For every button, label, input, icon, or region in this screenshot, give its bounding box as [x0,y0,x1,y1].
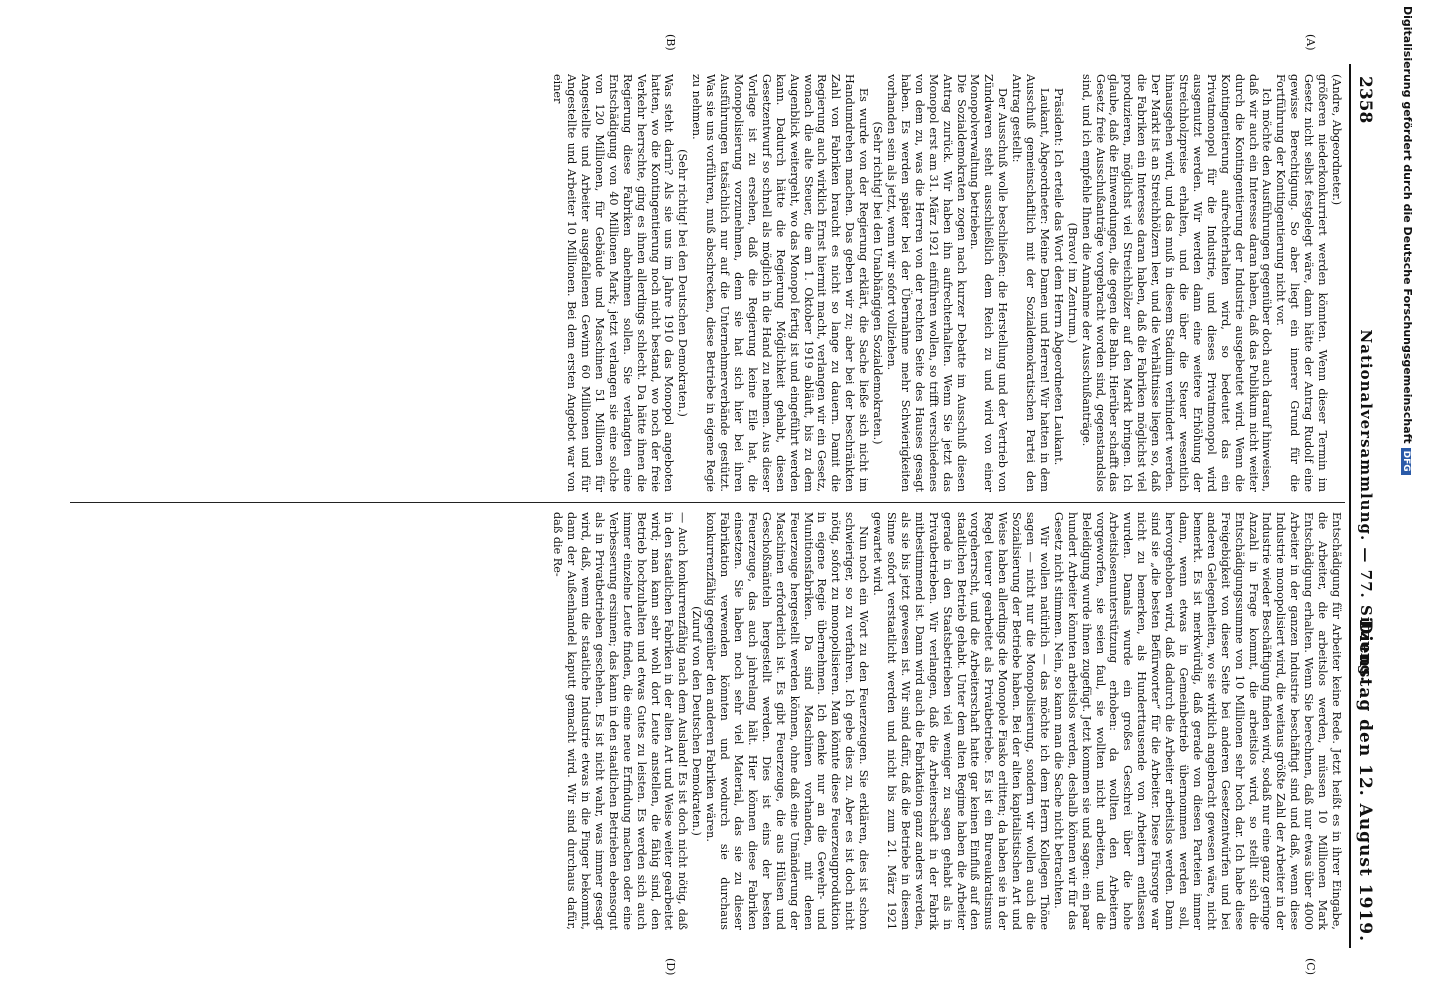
right-column [73,512,1343,930]
margin-letter-b: (B) [664,34,677,51]
margin-letter-d: (D) [664,958,677,976]
paragraph: Die Sozialdemokraten zogen nach kurzer Debatte im Ausschuß diesen Antrag zurück. Wir haben ihn aufrechterhalten. Wenn Sie jetzt das Monopol erst am 31. März 1921 einführen wollen, so trifft verschiedenes von dem zu, was die Herren von der rechten Seite des Hauses gesagt haben. Es werden später bei der Übernahme mehr Schwierigkeiten vorhanden sein als jetzt, wenn wir sofort vollziehen. [885,74,968,492]
column-divider [70,502,1345,503]
paragraph: Wir wollen natürlich — das möchte ich dem Herrn Kollegen Thöne sagen — nicht nur die Monopolisierung, sondern wir wollen auch die Sozialisierung der Betriebe haben. Bei der alten kapitalistischen Art und Weise haben allerdings die Monopole Fiasko erlitten; da haben sie in der Regel teurer gearbeitet als Privatbetriebe. Es ist ein Bureaukratismus vorgeherrscht, und die Arbeiterschaft hatte gar keinen Einfluß auf den staatlichen Betrieb gehabt. Unter dem alten Regime haben die Arbeiter gerade in den Staatsbetrieben viel weniger zu sagen gehabt als in Privatbetrieben. Wir verlangen, daß die Arbeiterschaft in der Fabrik mitbestimmend ist. Dann wird auch die Fabrikation ganz anders werden, als sie bis jetzt gewesen ist. Wir sind dafür, daß die Betriebe in diesem Sinne sofort verstaatlicht werden und nicht bis zum 21. März 1921 gewartet wird. [871,512,1051,930]
digitization-caption [1398,6,1414,826]
page-number: 2358 [1355,76,1375,124]
paragraph: (Andre, Abgeordneter.) [1330,74,1343,206]
paragraph: Ich möchte den Ausführungen gegenüber doch auch darauf hinweisen, daß wir auch ein Interesse daran haben, daß das Publikum nicht weiter durch die Kontingentierung der Industrie ausgebeutet wird. Wenn die Kontingentierung aufrechterhalten wird, so bedeutet das ein Privatmonopol für die Industrie, und dieses Privatmonopol wird ausgenutzt werden. Wir werden dann eine weitere Erhöhung der Streichholzpreise erhalten, und die über die Steuer wesentlich hinausgehen wird, und das muß in diesem Stadium verhindert werden. Der Markt ist an Streichhölzern leer, und die Verhältnisse liegen so, daß die Fabriken ein Interesse daran haben, daß die Fabriken möglichst viel produzieren, möglichst viel Streichhölzer auf den Markt bringen. Ich glaube, daß die Einwendungen, die gegen die Bahn. Hierüber schafft das Gesetz freie Ausschußanträge vorgebracht worden sind, gegenstandslos sind, und ich empfehle Ihnen die Annahme der Ausschußanträge. [1079,74,1274,492]
dfg-logo: DFG [1401,448,1411,475]
left-column [73,74,1343,492]
paragraph: Nun noch ein Wort zu den Feuerzeugen. Sie erklären, dies ist schon schwieriger, so zu verfahren. Ich gebe dies zu. Aber es ist doch nicht nötig, sofort zu monopolisieren. Man könnte diese Feuerzeugproduktion in eigene Regie übernehmen. Ich denke nur an die Gewehr- und Munitionsfabriken. Da sind Maschinen vorhanden, mit denen Feuerzeuge hergestellt werden können, ohne daß eine Umänderung der Maschinen erforderlich ist. Es gibt Feuerzeuge, die aus Hülsen und Geschoßmänteln hergestellt werden. Dies ist eins der besten Feuerzeuge, das auch jahrelang hält. Hier können diese Fabriken einsetzen. Sie haben noch sehr viel Material, das sie zu dieser Fabrikation verwenden könnten und wodurch sie durchaus konkurrenzfähig gegenüber den anderen Fabriken wären. [704,512,871,930]
paragraph: Laukant, Abgeordneter: Meine Damen und Herren! Wir hatten in dem Ausschuß gemeinschaftlich mit der Sozialdemokratischen Partei den Antrag gestellt: [1010,74,1051,492]
running-header [1349,64,1377,948]
caption-text: Digitalisierung gefördert durch die Deutsche Forschungsgemeinschaft [1401,6,1414,444]
header-date: Dienstag den 12. August 1919. [1355,619,1375,942]
paragraph: Was steht darin? Als sie uns im Jahre 1910 das Monopol angeboten hatten, wo die Kontingentierung noch nicht bestand, wo noch der freie Verkehr herrschte, ging es ihnen allerdings schlecht. Da hätte ihnen die Regierung diese Fabriken abnehmen sollen. Sie verlangten eine Entschädigung von 40 Millionen Mark; jetzt verlangen sie eine solche von 120 Millionen, für Gebäude und Maschinen 51 Millionen für Angestellte und Arbeiter ausgefallenen Gewinn 60 Millionen und für Angestellte und Arbeiter 10 Millionen. Bei dem ersten Angebot war von einer [551,74,676,492]
paragraph: Präsident: Ich erteile das Wort dem Herrn Abgeordneten Laukant. [1051,88,1065,466]
paragraph: Entschädigung für Arbeiter keine Rede. Jetzt heißt es in ihrer Eingabe, die Arbeiter, die arbeitslos werden, müssen 10 Millionen Mark Entschädigung erhalten. Wenn Sie berechnen, daß nur etwas über 4000 Arbeiter in der ganzen Industrie beschäftigt sind und daß, wenn diese Industrie monopolisiert wird, die weitaus größte Zahl der Arbeiter in der Industrie wieder Beschäftigung finden wird, sodaß nur eine ganz geringe Anzahl in Frage kommt, die arbeitslos wird, so stellt sich die Entschädigungssumme von 10 Millionen sehr hoch dar. Ich habe diese Freigebigkeit von dieser Seite bei anderen Gesetzentwürfen und bei anderen Gelegenheiten, wo sie wirklich angebracht gewesen wäre, nicht bemerkt. Es ist merkwürdig, daß gerade von diesen Parteien immer dann, wenn etwas in Gemeinbetrieb übernommen werden soll, hervorgehoben wird, daß dadurch die Arbeiter arbeitslos werden. Dann sind sie „die besten Befürworter“ für die Arbeiter. Diese Fürsorge war nicht zu bemerken, als Hunderttausende von Arbeitern entlassen wurden. Damals wurde ein großes Geschrei über die hohe Arbeitslosenunterstützung erhoben: da wollten den Arbeitern vorgeworfen, sie seien faul, sie wollten nicht arbeiten, und die Beleidigung wurde ihnen zugefügt. Jetzt kommen sie und sagen: ein paar hundert Arbeiter könnten arbeitslos werden, deshalb können wir für das Gesetz nicht stimmen. Nein, so kann man die Sache nicht betrachten. [1051,512,1343,930]
printed-sheet [59,34,1377,976]
paragraph: (Sehr richtig! bei den Deutschen Demokraten.) [676,149,690,417]
paragraph: Der Ausschuß wolle beschließen: die Herstellung und der Vertrieb von Zündwaren steht ausschließlich dem Reich zu und wird von einer Monopolverwaltung betrieben. [968,74,1010,492]
paragraph: Es wurde von der Regierung erklärt, die Sache ließe sich nicht im Handumdrehen machen. Das geben wir zu; aber bei der beschränkten Zahl von Fabriken braucht es nicht so lange zu dauern. Damit die Regierung auch wirklich Ernst hiermit macht, verlangen wir ein Gesetz, wonach die alte Steuer, die am 1. Oktober 1919 abläuft, bis zu dem Augenblick weitergeht, wo das Monopol fertig ist und eingeführt werden kann. Dadurch hätte die Regierung Möglichkeit gehabt, diesen Gesetzentwurf so schnell als möglich in die Hand zu nehmen. Aus dieser Vorlage ist zu ersehen, daß die Regierung keine Eile hat, die Monopolisierung vorzunehmen, denn sie hat sich hier bei ihren Ausführungen tatsächlich nur auf die Unternehmerverbände gestützt. Was sie uns vorführen, muß abschrecken, diese Betriebe in eigene Regie zu nehmen. [690,74,871,492]
paragraph: (Zuruf von den Deutschen Demokraten.) [690,606,704,836]
paragraph: — Auch konkurrenzfähig nach dem Ausland! Es ist doch nicht nötig, daß in den staatlichen Fabriken in der alten Art und Weise weiter gearbeitet wird; man kann sehr wohl dort Leute anstellen, die fähig sind, den Betrieb hochzuhalten und etwas Gutes zu leisten. Es werden sich auch immer einzelne Leute finden, die eine neue Erfindung machen oder eine Verbesserung ersinnen; das kann in den staatlichen Betrieben ebensogut als in Privatbetrieben geschehen. Es ist nicht wahr, was immer gesagt wird, daß, wenn die staatliche Industrie etwas in die Finger bekommt, dann der Außenhandel kaputt gemacht wird. Wir sind durchaus dafür, daß die Re- [551,512,690,930]
paragraph: (Bravo! im Zentrum.) [1065,222,1079,344]
margin-letter-c: (C) [1304,958,1317,975]
margin-letter-a: (A) [1304,34,1317,51]
header-title: Nationalversammlung. — 77. Sitzung. [1357,329,1375,683]
paragraph: größeren niederkonkurriert werden könnten. Wenn dieser Termin im Gesetz nicht selbst festgelegt wäre, dann hätte der Antrag Rudolf eine gewisse Berechtigung. So aber liegt ein innerer Grund für die Fortführung der Kontingentierung nicht vor. [1274,74,1330,492]
paragraph: (Sehr richtig! bei den Unabhängigen Sozialdemokraten.) [871,121,885,445]
